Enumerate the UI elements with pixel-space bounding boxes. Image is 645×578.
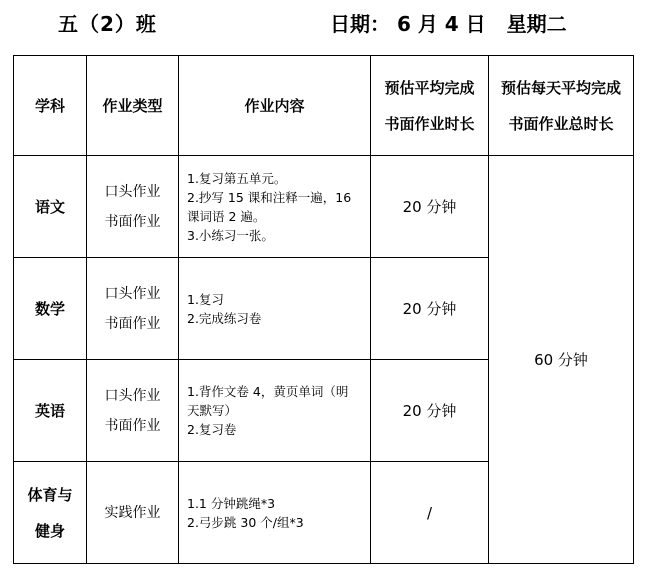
header-subject: 学科	[14, 56, 87, 156]
subject-line: 健身	[34, 521, 65, 540]
content-line: 2.抄写 15 课和注释一遍，16	[187, 189, 352, 205]
content-line: 1.背作文卷 4，黄页单词（明	[187, 384, 349, 399]
duration-cell: 20 分钟	[371, 258, 489, 360]
subject-line: 体育与	[27, 485, 73, 504]
type-label: 口头作业	[104, 387, 161, 404]
date-label: 日期： 6 月 4 日 星期二	[330, 12, 567, 36]
header-total-time-line1: 预估每天平均完成	[500, 78, 621, 97]
type-label: 书面作业	[104, 213, 161, 230]
duration-cell: 20 分钟	[371, 360, 489, 462]
header-content: 作业内容	[179, 56, 371, 156]
page-header	[0, 0, 645, 52]
content-line: 2.复习卷	[187, 422, 237, 437]
content-line: 2.弓步跳 30 个/组*3	[187, 514, 304, 530]
type-label: 口头作业	[104, 285, 161, 302]
content-line: 1.复习第五单元。	[187, 170, 287, 186]
content-line: 3.小练习一张。	[187, 227, 274, 243]
type-cell	[87, 258, 179, 360]
type-label: 口头作业	[104, 183, 161, 200]
header-avg-time-line1: 预估平均完成	[384, 78, 475, 97]
type-cell	[87, 156, 179, 258]
content-line: 天默写）	[187, 403, 238, 418]
content-cell	[179, 360, 371, 462]
subject-cell: 数学	[14, 258, 87, 360]
total-duration-cell: 60 分钟	[489, 156, 634, 564]
type-label: 书面作业	[104, 417, 161, 434]
content-cell	[179, 258, 371, 360]
duration-cell: /	[371, 462, 489, 564]
header-avg-time-line2: 书面作业时长	[384, 114, 475, 133]
type-label: 书面作业	[104, 315, 161, 332]
type-cell	[87, 360, 179, 462]
subject-cell	[14, 462, 87, 564]
subject-cell: 语文	[14, 156, 87, 258]
type-label: 实践作业	[104, 504, 161, 521]
class-title: 五（2）班	[58, 12, 157, 36]
type-cell	[87, 462, 179, 564]
duration-cell: 20 分钟	[371, 156, 489, 258]
content-cell	[179, 462, 371, 564]
content-cell	[179, 156, 371, 258]
content-line: 2.完成练习卷	[187, 310, 262, 326]
header-total-time	[489, 56, 634, 156]
content-line: 课词语 2 遍。	[187, 208, 266, 224]
table-row	[14, 156, 634, 258]
homework-table	[13, 55, 634, 564]
header-avg-time	[371, 56, 489, 156]
header-total-time-line2: 书面作业总时长	[508, 114, 614, 133]
content-line: 1.1 分钟跳绳*3	[187, 495, 276, 511]
header-type: 作业类型	[87, 56, 179, 156]
content-line: 1.复习	[187, 291, 224, 307]
table-header-row	[14, 56, 634, 156]
subject-cell: 英语	[14, 360, 87, 462]
